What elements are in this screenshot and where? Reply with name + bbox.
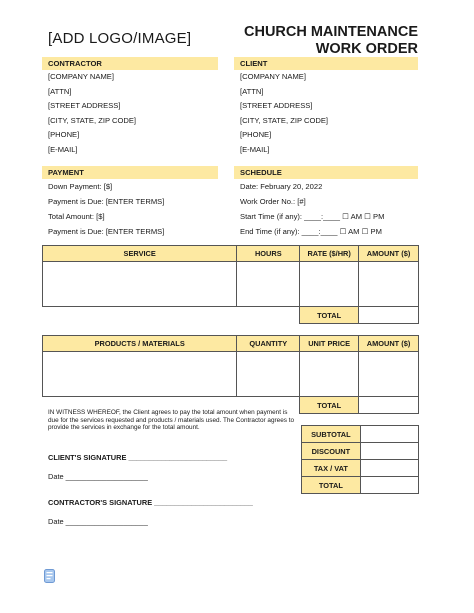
- client-company: [COMPANY NAME]: [240, 72, 306, 81]
- products-column-header: PRODUCTS / MATERIALS: [43, 336, 237, 352]
- service-cell[interactable]: [43, 262, 237, 307]
- products-total-label: TOTAL: [300, 397, 359, 414]
- services-total-value[interactable]: [359, 307, 419, 324]
- client-phone: [PHONE]: [240, 130, 272, 140]
- amount-column-header: AMOUNT ($): [359, 246, 419, 262]
- client-date-line[interactable]: Date ____________________: [48, 472, 148, 481]
- contractor-city: [CITY, STATE, ZIP CODE]: [48, 115, 137, 125]
- payment-total: Total Amount: [$]: [48, 212, 105, 221]
- witness-statement: IN WITNESS WHEREOF, the Client agrees to pay the total amount when payment is due for the services requested and products / materials used. The Contractor agrees to provide the services in exchange for the total amount.: [48, 409, 295, 432]
- subtotal-label: SUBTOTAL: [302, 426, 361, 443]
- payment-due-2: Payment is Due: [ENTER TERMS]: [48, 227, 165, 236]
- title-line-2: WORK ORDER: [315, 41, 418, 57]
- services-total-row: [43, 307, 419, 324]
- client-header: CLIENT: [234, 57, 418, 70]
- services-total-label: TOTAL: [300, 307, 359, 324]
- schedule-end-time: End Time (if any): ____:____ ☐ AM ☐ PM: [240, 227, 382, 236]
- contractor-signature-line[interactable]: CONTRACTOR'S SIGNATURE ________________________: [48, 498, 253, 507]
- client-attn: [ATTN]: [240, 86, 264, 96]
- document-title: [244, 24, 418, 58]
- product-cell[interactable]: [43, 352, 237, 397]
- services-table: [42, 245, 419, 324]
- summary-row: [302, 477, 419, 494]
- payment-details: [48, 182, 164, 237]
- schedule-header: SCHEDULE: [234, 166, 418, 179]
- unit-price-cell[interactable]: [300, 352, 359, 397]
- summary-table: [301, 425, 419, 494]
- contractor-attn: [ATTN]: [48, 86, 72, 96]
- product-amount-cell[interactable]: [359, 352, 419, 397]
- schedule-details: [240, 182, 384, 237]
- client-email: [E-MAIL]: [240, 144, 270, 154]
- products-header-row: [43, 336, 419, 352]
- contractor-phone: [PHONE]: [48, 130, 80, 140]
- services-header-row: [43, 246, 419, 262]
- client-street: [STREET ADDRESS]: [240, 101, 313, 111]
- discount-value[interactable]: [360, 443, 418, 460]
- contractor-date-line[interactable]: Date ____________________: [48, 517, 148, 526]
- tax-value[interactable]: [360, 460, 418, 477]
- contractor-company: [COMPANY NAME]: [48, 72, 114, 81]
- unit-price-column-header: UNIT PRICE: [300, 336, 359, 352]
- schedule-start-time: Start Time (if any): ____:____ ☐ AM ☐ PM: [240, 212, 385, 221]
- payment-due-1: Payment is Due: [ENTER TERMS]: [48, 197, 165, 206]
- products-entry-row: [43, 352, 419, 397]
- rate-column-header: RATE ($/HR): [300, 246, 359, 262]
- contractor-email: [E-MAIL]: [48, 144, 78, 154]
- client-details: [240, 72, 328, 155]
- discount-label: DISCOUNT: [302, 443, 361, 460]
- products-table: [42, 335, 419, 414]
- summary-row: [302, 426, 419, 443]
- contractor-details: [48, 72, 136, 155]
- tax-label: TAX / VAT: [302, 460, 361, 477]
- products-total-value[interactable]: [359, 397, 419, 414]
- quantity-cell[interactable]: [237, 352, 300, 397]
- services-entry-row: [43, 262, 419, 307]
- summary-row: [302, 460, 419, 477]
- subtotal-value[interactable]: [360, 426, 418, 443]
- client-signature-line[interactable]: CLIENT'S SIGNATURE ________________________: [48, 453, 228, 462]
- hours-column-header: HOURS: [237, 246, 300, 262]
- rate-cell[interactable]: [300, 262, 359, 307]
- contractor-header: CONTRACTOR: [42, 57, 218, 70]
- hours-cell[interactable]: [237, 262, 300, 307]
- document-icon: [44, 569, 55, 588]
- payment-down: Down Payment: [$]: [48, 182, 113, 191]
- payment-header: PAYMENT: [42, 166, 218, 179]
- quantity-column-header: QUANTITY: [237, 336, 300, 352]
- grand-total-value[interactable]: [360, 477, 418, 494]
- grand-total-label: TOTAL: [302, 477, 361, 494]
- title-line-1: CHURCH MAINTENANCE: [244, 24, 418, 40]
- logo-placeholder: [ADD LOGO/IMAGE]: [48, 30, 192, 47]
- schedule-work-order: Work Order No.: [#]: [240, 197, 306, 206]
- amount-cell[interactable]: [359, 262, 419, 307]
- schedule-date: Date: February 20, 2022: [240, 182, 323, 191]
- service-column-header: SERVICE: [43, 246, 237, 262]
- client-city: [CITY, STATE, ZIP CODE]: [240, 115, 329, 125]
- summary-row: [302, 443, 419, 460]
- products-amount-column-header: AMOUNT ($): [359, 336, 419, 352]
- contractor-street: [STREET ADDRESS]: [48, 101, 121, 111]
